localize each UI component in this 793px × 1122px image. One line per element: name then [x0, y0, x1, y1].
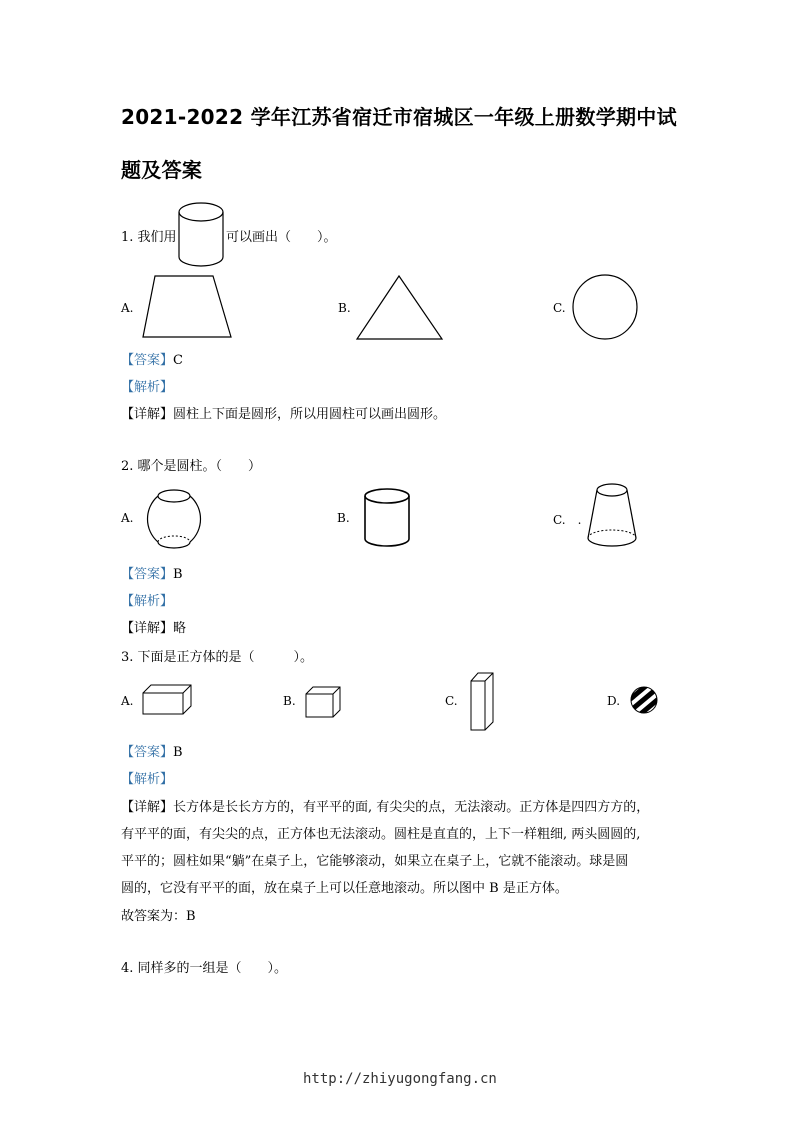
q3-detail-line4: 圆的，它没有平平的面，放在桌子上可以任意地滚动。所以图中 B 是正方体。: [121, 881, 568, 896]
q1-answer: [121, 349, 183, 368]
q3-detail-text-1: 长方体是长长方方的，有平平的面, 有尖尖的点，无法滚动。正方体是四四方方的，: [173, 800, 650, 815]
q2-option-a-label: A.: [121, 511, 134, 525]
trapezoid-figure: [141, 274, 237, 340]
q2-detail-tag: 【详解】: [121, 621, 174, 636]
q1-option-c-label: C.: [553, 301, 566, 315]
q2-answer-tag: 【答案】: [121, 567, 174, 582]
q3-answer-tag: 【答案】: [121, 745, 174, 760]
q3-option-d-label: D.: [607, 694, 621, 708]
cylinder-option-figure: [364, 487, 412, 549]
q4-stem: 4. 同样多的一组是（ ）。: [121, 961, 288, 976]
q3-analysis-tag: 【解析】: [121, 772, 174, 787]
q3-option-b-label: B.: [283, 694, 296, 708]
q2-answer-value: B: [173, 567, 183, 582]
q3-option-a-label: A.: [121, 694, 134, 708]
q1-answer-value: C: [173, 353, 183, 368]
q1-detail: [121, 403, 446, 422]
q1-stem-suffix: 可以画出（ ）。: [226, 230, 337, 245]
q1-answer-tag: 【答案】: [121, 353, 174, 368]
q1-detail-tag: 【详解】: [121, 407, 174, 422]
cube-figure: [304, 685, 344, 719]
q3-detail-line1: [121, 796, 649, 815]
q3-answer-value: B: [173, 745, 183, 760]
q2-detail: [121, 617, 186, 636]
cylinder-figure: [178, 200, 226, 270]
q3-answer: [121, 741, 183, 760]
footer-url-link[interactable]: http://zhiyugongfang.cn: [303, 1071, 497, 1087]
tall-prism-figure: [469, 671, 497, 733]
q2-stem: 2. 哪个是圆柱。（ ）: [121, 459, 262, 474]
q3-option-c-label: C.: [445, 694, 458, 708]
q3-detail-tag: 【详解】: [121, 800, 174, 815]
q1-option-a-label: A.: [121, 301, 134, 315]
q1-detail-text: 圆柱上下面是圆形，所以用圆柱可以画出圆形。: [173, 407, 447, 422]
q1-analysis-tag: 【解析】: [121, 380, 174, 395]
q2-analysis-tag: 【解析】: [121, 594, 174, 609]
circle-figure: [571, 273, 639, 341]
document-title-line1: 2021-2022 学年江苏省宿迁市宿城区一年级上册数学期中试: [121, 105, 677, 129]
q3-detail-line3: 平平的；圆柱如果“躺”在桌子上，它能够滚动，如果立在桌子上，它就不能滚动。球是圆: [121, 854, 629, 869]
frustum-figure: [585, 482, 641, 552]
q1-option-b-label: B.: [338, 301, 351, 315]
q2-detail-text: 略: [173, 621, 187, 636]
q1-stem-prefix: 1. 我们用: [121, 230, 177, 245]
cuboid-figure: [141, 683, 195, 717]
document-title-line2: 题及答案: [121, 158, 203, 182]
q2-option-b-label: B.: [337, 511, 350, 525]
barrel-figure: [146, 486, 202, 552]
q3-stem: 3. 下面是正方体的是（ ）。: [121, 650, 314, 665]
triangle-figure: [355, 274, 445, 342]
q3-detail-line2: 有平平的面，有尖尖的点，正方体也无法滚动。圆柱是直直的，上下一样粗细, 两头圆圆的,: [121, 827, 641, 842]
q2-option-c-label: C. .: [553, 513, 582, 527]
q3-conclusion: 故答案为：B: [121, 909, 196, 924]
striped-ball-figure: [630, 686, 660, 716]
q2-answer: [121, 563, 183, 582]
